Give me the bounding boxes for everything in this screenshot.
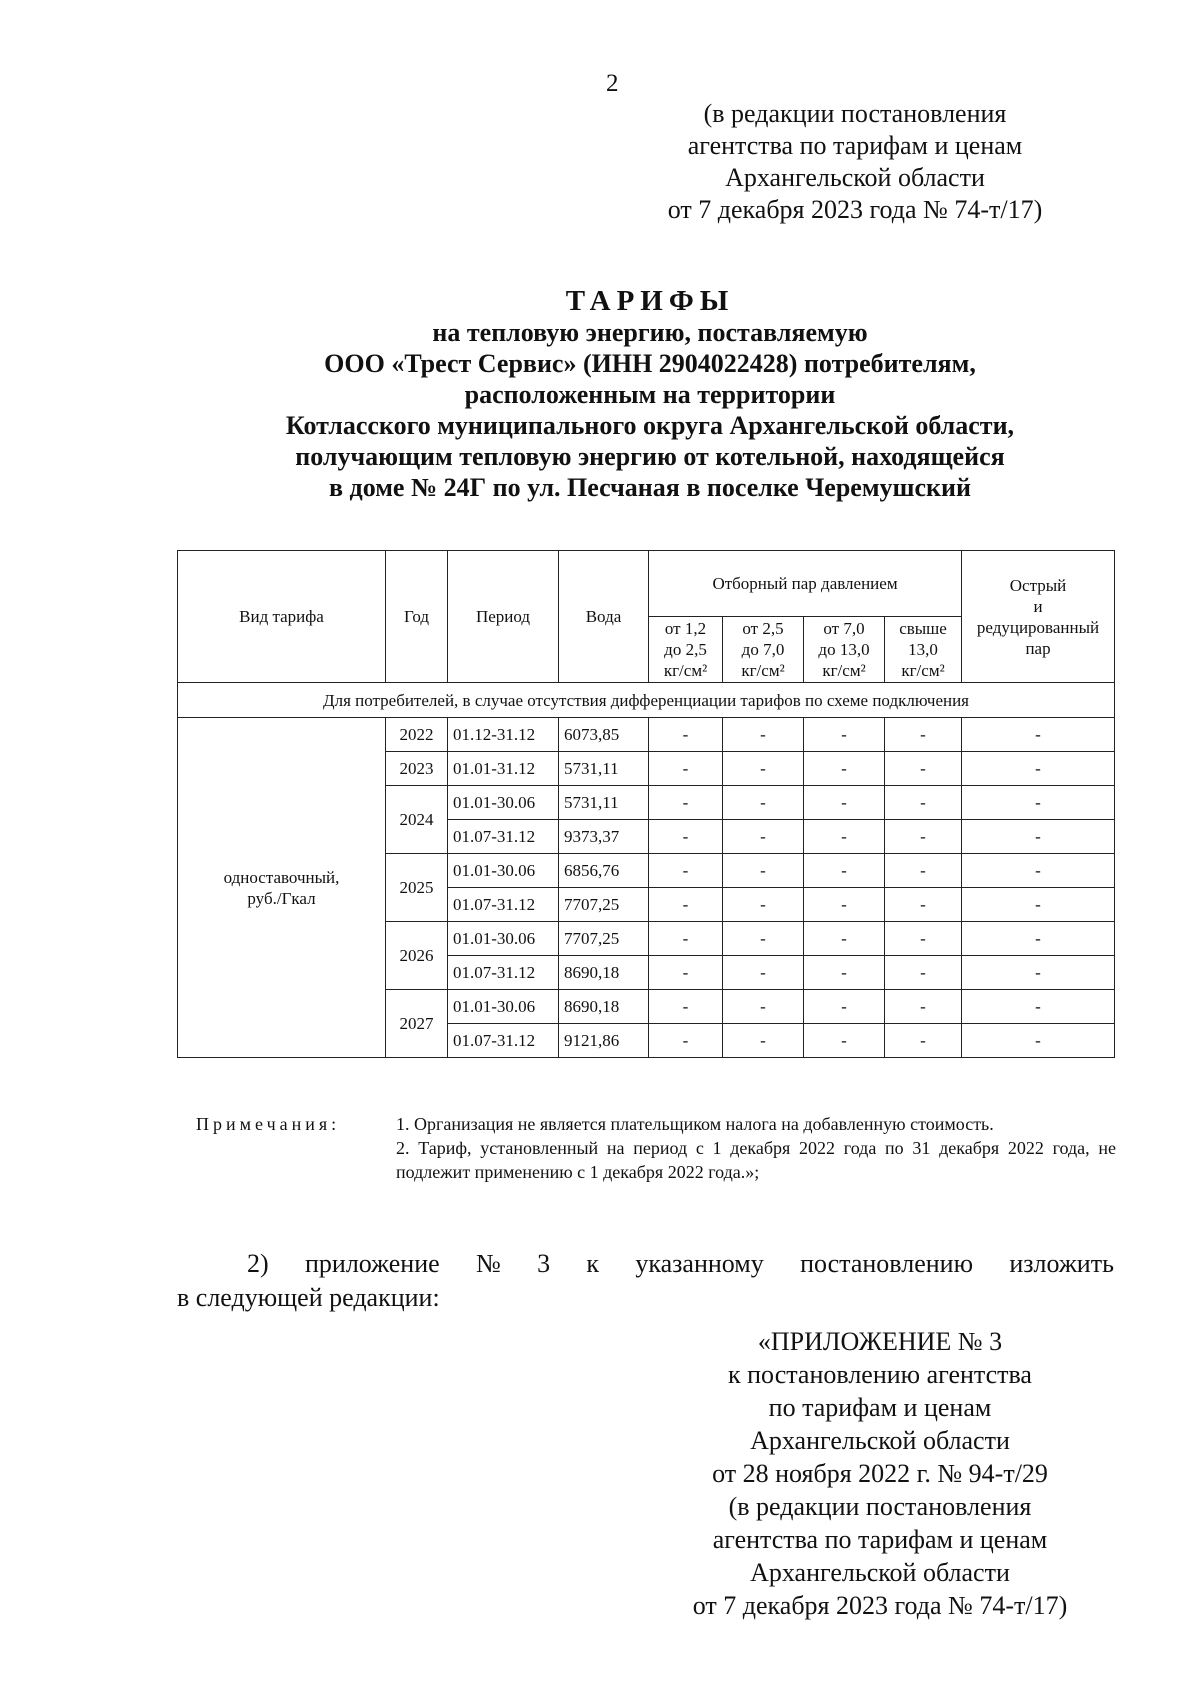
dash-cell: - — [804, 752, 885, 786]
dash-cell: - — [885, 820, 962, 854]
header-line: до 2,5 — [664, 640, 707, 659]
water-cell: 6073,85 — [559, 718, 649, 752]
header-line: от 1,2 — [664, 619, 707, 638]
dash-cell: - — [804, 718, 885, 752]
water-cell: 9121,86 — [559, 1024, 649, 1058]
appendix-line: от 28 ноября 2022 г. № 94-т/29 — [712, 1459, 1048, 1488]
year-cell: 2024 — [386, 786, 448, 854]
water-cell: 5731,11 — [559, 786, 649, 820]
edit-note-line: Архангельской области — [725, 163, 985, 192]
period-cell: 01.07-31.12 — [448, 888, 559, 922]
dash-cell: - — [723, 888, 804, 922]
title-line: на тепловую энергию, поставляемую — [432, 318, 868, 347]
title-line: ООО «Трест Сервис» (ИНН 2904022428) потребителям, — [324, 349, 976, 378]
year-cell: 2023 — [386, 752, 448, 786]
paragraph-word: 3 — [537, 1249, 551, 1278]
paragraph-word: 2) — [247, 1249, 269, 1278]
paragraph-line1 — [177, 1247, 1114, 1281]
dash-cell: - — [804, 922, 885, 956]
title-line: в доме № 24Г по ул. Песчаная в поселке Черемушский — [329, 473, 971, 502]
header-sharp-steam-line: редуцированный — [976, 617, 1100, 637]
period-cell: 01.07-31.12 — [448, 820, 559, 854]
dash-cell: - — [885, 922, 962, 956]
water-cell: 6856,76 — [559, 854, 649, 888]
period-cell: 01.12-31.12 — [448, 718, 559, 752]
header-line: кг/см² — [901, 661, 945, 680]
header-line: до 7,0 — [741, 640, 785, 659]
paragraph-word: № — [475, 1249, 501, 1278]
header-steam-col — [723, 617, 804, 683]
appendix-line: Архангельской области — [750, 1426, 1010, 1455]
dash-cell: - — [962, 956, 1115, 990]
header-line: кг/см² — [663, 661, 708, 680]
year-cell: 2026 — [386, 922, 448, 990]
water-cell: 8690,18 — [559, 956, 649, 990]
header-steam-col — [649, 617, 723, 683]
period-cell: 01.01-30.06 — [448, 922, 559, 956]
edit-note-line: агентства по тарифам и ценам — [687, 131, 1023, 160]
dash-cell: - — [723, 956, 804, 990]
header-sharp-steam-line: пар — [1025, 638, 1051, 658]
dash-cell: - — [723, 922, 804, 956]
water-cell: 9373,37 — [559, 820, 649, 854]
tariff-name-line: руб./Гкал — [247, 888, 316, 908]
table-row — [178, 718, 1115, 752]
dash-cell: - — [885, 1024, 962, 1058]
header-line: до 13,0 — [818, 640, 870, 659]
header-line: кг/см² — [822, 661, 866, 680]
dash-cell: - — [649, 820, 723, 854]
dash-cell: - — [804, 854, 885, 888]
edit-note — [630, 98, 1080, 226]
water-cell: 7707,25 — [559, 888, 649, 922]
year-cell: 2022 — [386, 718, 448, 752]
header-steam-group: Отборный пар давлением — [649, 551, 962, 617]
paragraph-word: изложить — [1009, 1249, 1114, 1278]
document-title — [230, 285, 1070, 503]
header-line: 13,0 — [908, 640, 938, 659]
notes-label: Примечания: — [196, 1114, 341, 1134]
note-item: 2. Тариф, установленный на период с 1 декабря 2022 года по 31 декабря 2022 года, не подлежит применению с 1 декабря 2022 года.»; — [396, 1138, 1116, 1182]
notes-items — [396, 1112, 1116, 1184]
dash-cell: - — [723, 990, 804, 1024]
dash-cell: - — [885, 990, 962, 1024]
header-line: от 2,5 — [742, 619, 784, 638]
water-cell: 7707,25 — [559, 922, 649, 956]
dash-cell: - — [885, 752, 962, 786]
dash-cell: - — [962, 990, 1115, 1024]
dash-cell: - — [649, 956, 723, 990]
dash-cell: - — [804, 990, 885, 1024]
paragraph-word: приложение — [304, 1249, 440, 1278]
appendix-line: Архангельской области — [750, 1558, 1010, 1587]
dash-cell: - — [723, 718, 804, 752]
dash-cell: - — [885, 786, 962, 820]
period-cell: 01.07-31.12 — [448, 956, 559, 990]
dash-cell: - — [962, 1024, 1115, 1058]
note-item: 1. Организация не является плательщиком налога на добавленную стоимость. — [396, 1114, 994, 1134]
dash-cell: - — [962, 922, 1115, 956]
period-cell: 01.01-30.06 — [448, 854, 559, 888]
dash-cell: - — [804, 786, 885, 820]
header-tariff-type: Вид тарифа — [178, 551, 386, 683]
paragraph — [177, 1247, 1114, 1315]
appendix-line: «ПРИЛОЖЕНИЕ № 3 — [757, 1327, 1003, 1356]
header-year: Год — [386, 551, 448, 683]
dash-cell: - — [649, 752, 723, 786]
header-period: Период — [448, 551, 559, 683]
dash-cell: - — [649, 1024, 723, 1058]
dash-cell: - — [804, 1024, 885, 1058]
page-number: 2 — [606, 70, 619, 97]
appendix-line: (в редакции постановления — [728, 1492, 1032, 1521]
water-cell: 5731,11 — [559, 752, 649, 786]
header-sharp-steam-line: и — [1033, 596, 1043, 616]
dash-cell: - — [962, 718, 1115, 752]
appendix-line: агентства по тарифам и ценам — [712, 1525, 1048, 1554]
dash-cell: - — [649, 718, 723, 752]
title-heading: ТАРИФЫ — [565, 285, 735, 317]
dash-cell: - — [885, 956, 962, 990]
edit-note-line: от 7 декабря 2023 года № 74-т/17) — [667, 195, 1043, 224]
period-cell: 01.01-30.06 — [448, 786, 559, 820]
header-sharp-steam-line: Острый — [1009, 575, 1067, 595]
period-cell: 01.01-31.12 — [448, 752, 559, 786]
header-line: свыше — [899, 619, 947, 638]
dash-cell: - — [723, 1024, 804, 1058]
edit-note-line: (в редакции постановления — [703, 99, 1007, 128]
dash-cell: - — [649, 888, 723, 922]
header-steam-col — [885, 617, 962, 683]
dash-cell: - — [885, 888, 962, 922]
dash-cell: - — [649, 922, 723, 956]
dash-cell: - — [885, 718, 962, 752]
tariff-name-line: одноставочный, — [223, 867, 340, 887]
title-line: Котласского муниципального округа Архангельской области, — [285, 411, 1015, 440]
dash-cell: - — [962, 820, 1115, 854]
period-cell: 01.01-30.06 — [448, 990, 559, 1024]
paragraph-word: к — [586, 1249, 600, 1278]
dash-cell: - — [723, 786, 804, 820]
dash-cell: - — [804, 820, 885, 854]
header-sharp-steam — [962, 551, 1115, 683]
dash-cell: - — [723, 854, 804, 888]
header-water: Вода — [559, 551, 649, 683]
paragraph-line2: в следующей редакции: — [177, 1283, 440, 1312]
dash-cell: - — [962, 752, 1115, 786]
dash-cell: - — [962, 854, 1115, 888]
dash-cell: - — [885, 854, 962, 888]
dash-cell: - — [962, 888, 1115, 922]
dash-cell: - — [649, 854, 723, 888]
appendix-line: к постановлению агентства — [728, 1360, 1032, 1389]
section-label: Для потребителей, в случае отсутствия дифференциации тарифов по схеме подключения — [178, 683, 1115, 718]
title-line: получающим тепловую энергию от котельной, находящейся — [295, 442, 1005, 471]
dash-cell: - — [804, 956, 885, 990]
year-cell: 2025 — [386, 854, 448, 922]
dash-cell: - — [649, 990, 723, 1024]
header-steam-col — [804, 617, 885, 683]
dash-cell: - — [962, 786, 1115, 820]
appendix-header — [660, 1325, 1100, 1622]
paragraph-word: указанному — [635, 1249, 764, 1278]
dash-cell: - — [723, 820, 804, 854]
period-cell: 01.07-31.12 — [448, 1024, 559, 1058]
header-line: от 7,0 — [823, 619, 865, 638]
dash-cell: - — [804, 888, 885, 922]
header-line: кг/см² — [741, 661, 785, 680]
appendix-line: по тарифам и ценам — [768, 1393, 992, 1422]
dash-cell: - — [723, 752, 804, 786]
year-cell: 2027 — [386, 990, 448, 1058]
appendix-line: от 7 декабря 2023 года № 74-т/17) — [692, 1591, 1068, 1620]
water-cell: 8690,18 — [559, 990, 649, 1024]
paragraph-word: постановлению — [800, 1249, 973, 1278]
title-line: расположенным на территории — [464, 380, 836, 409]
tariff-name — [178, 718, 386, 1058]
dash-cell: - — [649, 786, 723, 820]
tariff-table — [177, 550, 1115, 1058]
